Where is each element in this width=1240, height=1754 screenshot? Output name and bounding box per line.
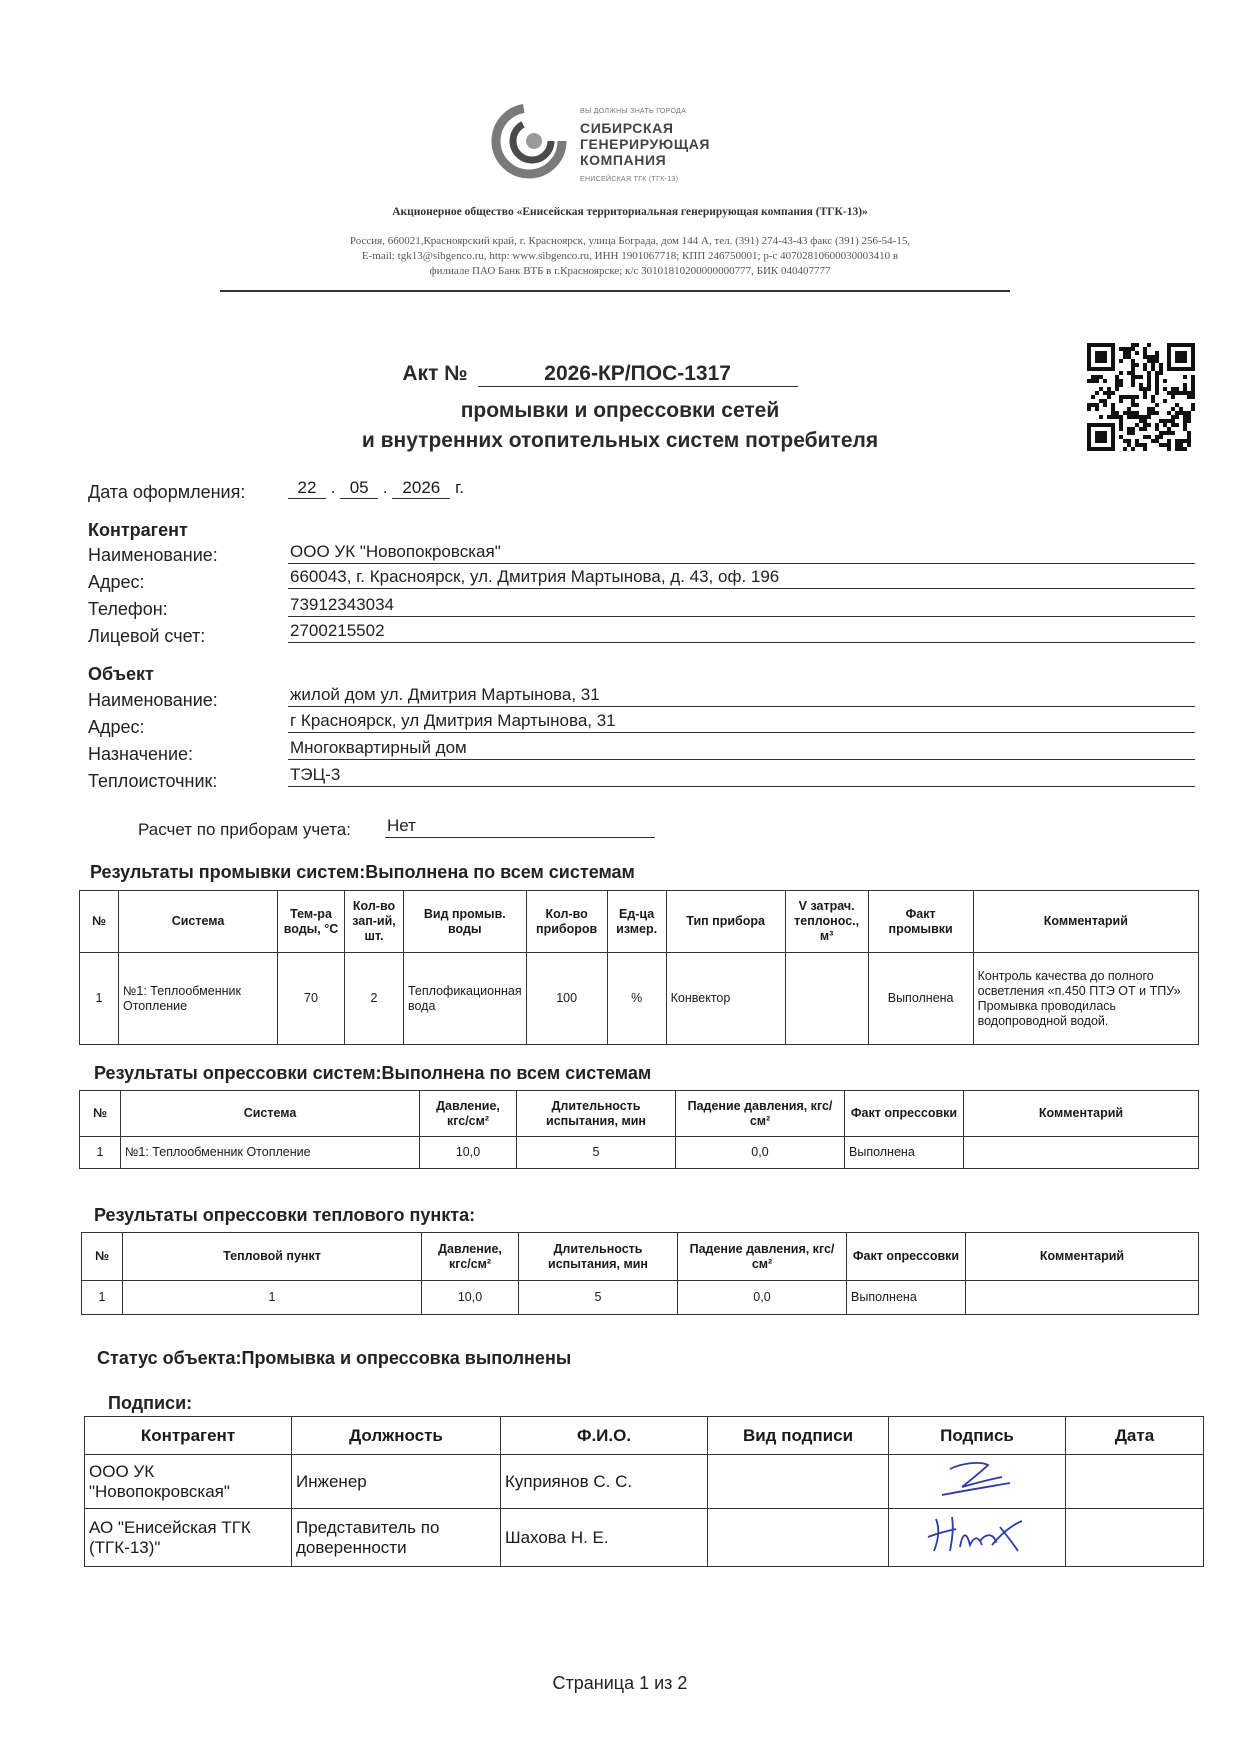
object-section-title: Объект (88, 664, 154, 684)
flush-col-water-type: Вид промыв. воды (404, 891, 527, 953)
handwritten-signature-2 (922, 1511, 1032, 1559)
object-address: г Красноярск, ул Дмитрия Мартынова, 31 (288, 710, 1195, 733)
heat-point-col-no: № (82, 1233, 123, 1281)
contractor-phone: 73912343034 (288, 594, 1195, 617)
act-subtitle (230, 396, 1010, 456)
table-cell: ООО УК "Новопокровская" (85, 1455, 292, 1509)
heat-point-col-drop: Падение давления, кгс/см² (678, 1233, 847, 1281)
table-cell: Куприянов С. С. (501, 1455, 708, 1509)
flush-col-volume: V затрач. теплонос., м³ (785, 891, 868, 953)
table-cell: АО "Енисейская ТГК (ТГК-13)" (85, 1509, 292, 1567)
table-cell (708, 1509, 889, 1567)
table-cell: 70 (278, 953, 345, 1045)
flush-col-temp: Тем-ра воды, °С (278, 891, 345, 953)
heat-point-col-pressure: Давление, кгс/см² (422, 1233, 519, 1281)
object-name: жилой дом ул. Дмитрия Мартынова, 31 (288, 684, 1195, 707)
object-purpose: Многоквартирный дом (288, 737, 1195, 760)
table-cell: 2 (345, 953, 404, 1045)
contractor-name-label: Наименование: (88, 545, 218, 565)
flush-col-fills: Кол-во зап-ий, шт. (345, 891, 404, 953)
pressure-results-caption: Результаты опрессовки систем:Выполнена по всем системам (94, 1063, 652, 1083)
act-label: Акт № (402, 362, 468, 385)
issue-date: 22 . 05 . 2026 г. (288, 478, 464, 499)
table-cell: Представитель по доверенности (292, 1509, 501, 1567)
requisites-line-1: Россия, 660021,Красноярский край, г. Красноярск, улица Бограда, дом 144 А, тел. (391) 274-43-43 факс (391) 256-54-15, (349, 235, 911, 247)
contractor-account-label: Лицевой счет: (88, 626, 206, 646)
object-address-label: Адрес: (88, 717, 145, 737)
table-row (82, 1281, 1199, 1315)
table-cell: % (607, 953, 666, 1045)
sig-col-contractor: Контрагент (85, 1417, 292, 1455)
sig-col-signature: Подпись (889, 1417, 1066, 1455)
heat-point-col-comment: Комментарий (966, 1233, 1199, 1281)
date-label: Дата оформления: (88, 482, 246, 502)
signatures-caption: Подписи: (108, 1393, 193, 1413)
flush-results-caption: Результаты промывки систем:Выполнена по всем системам (90, 862, 635, 882)
act-number: 2026-КР/ПОС-1317 (478, 362, 798, 387)
contractor-section-title: Контрагент (88, 520, 188, 540)
logo-tagline: ВЫ ДОЛЖНЫ ЗНАТЬ ГОРОДА (580, 108, 687, 115)
table-cell (966, 1281, 1199, 1315)
company-full-name: Акционерное общество «Енисейская территориальная генерирующая компания (ТГК-13)» (392, 206, 868, 218)
logo-name-2: ГЕНЕРИРУЮЩАЯ (580, 136, 711, 152)
pressure-col-fact: Факт опрессовки (845, 1091, 964, 1137)
table-cell: Выполнена (847, 1281, 966, 1315)
metering-value: Нет (385, 815, 655, 838)
table-cell: Контроль качества до полного осветления «п.450 ПТЭ ОТ и ТПУ» Промывка проводилась водопроводной водой. (973, 953, 1198, 1045)
object-purpose-label: Назначение: (88, 744, 194, 764)
act-subtitle-line-1: промывки и опрессовки сетей (460, 399, 780, 422)
table-row (85, 1455, 1204, 1509)
contractor-account: 2700215502 (288, 620, 1195, 643)
table-cell: 5 (517, 1137, 676, 1169)
flush-col-unit: Ед-ца измер. (607, 891, 666, 953)
table-cell (785, 953, 868, 1045)
contractor-phone-label: Телефон: (88, 599, 168, 619)
table-cell: Конвектор (666, 953, 785, 1045)
table-cell: Выполнена (845, 1137, 964, 1169)
table-row (80, 953, 1199, 1045)
logo-name-1: СИБИРСКАЯ (580, 120, 674, 136)
qr-code-icon (1087, 343, 1195, 451)
requisites-line-3: филиале ПАО Банк ВТБ в г.Красноярске; к/с 30101810200000000777, БИК 040407777 (429, 265, 831, 277)
table-cell (1066, 1509, 1204, 1567)
company-requisites (210, 234, 1050, 279)
flush-col-comment: Комментарий (973, 891, 1198, 953)
table-cell: 0,0 (676, 1137, 845, 1169)
heat-point-col-point: Тепловой пункт (123, 1233, 422, 1281)
handwritten-signature-1 (932, 1457, 1022, 1501)
table-cell: Инженер (292, 1455, 501, 1509)
sig-col-position: Должность (292, 1417, 501, 1455)
date-suffix: г. (455, 478, 464, 497)
contractor-address: 660043, г. Красноярск, ул. Дмитрия Мартынова, д. 43, оф. 196 (288, 566, 1195, 589)
table-cell: №1: Теплообменник Отопление (121, 1137, 420, 1169)
table-cell: 1 (80, 953, 119, 1045)
requisites-line-2: E-mail: tgk13@sibgenco.ru, http: www.sibgenco.ru, ИНН 1901067718; КПП 246750001; р-с 40702810600030003410 в (361, 250, 899, 262)
flush-results-table (79, 890, 1199, 1045)
pressure-col-duration: Длительность испытания, мин (517, 1091, 676, 1137)
table-row (85, 1509, 1204, 1567)
table-cell (708, 1455, 889, 1509)
heat-point-results-caption: Результаты опрессовки теплового пункта: (94, 1205, 476, 1225)
logo-subtitle: ЕНИСЕЙСКАЯ ТГК (ТГК-13) (580, 176, 679, 183)
table-cell: Выполнена (868, 953, 973, 1045)
pressure-col-no: № (80, 1091, 121, 1137)
object-status: Статус объекта:Промывка и опрессовка выполнены (97, 1348, 572, 1368)
pressure-col-pressure: Давление, кгс/см² (420, 1091, 517, 1137)
table-cell: 5 (519, 1281, 678, 1315)
act-title (320, 362, 880, 387)
header-divider (220, 290, 1010, 292)
table-cell: 1 (82, 1281, 123, 1315)
flush-col-devices: Кол-во приборов (526, 891, 607, 953)
date-day: 22 (288, 478, 326, 499)
company-logo (488, 100, 748, 190)
table-cell: 10,0 (422, 1281, 519, 1315)
table-cell: №1: Теплообменник Отопление (119, 953, 278, 1045)
contractor-address-label: Адрес: (88, 572, 145, 592)
logo-emblem-icon (488, 100, 570, 182)
pressure-col-comment: Комментарий (964, 1091, 1199, 1137)
table-cell: 0,0 (678, 1281, 847, 1315)
object-name-label: Наименование: (88, 690, 218, 710)
contractor-name: ООО УК "Новопокровская" (288, 541, 1195, 564)
table-row (80, 1137, 1199, 1169)
flush-col-system: Система (119, 891, 278, 953)
flush-col-fact: Факт промывки (868, 891, 973, 953)
table-cell (1066, 1455, 1204, 1509)
heat-point-col-fact: Факт опрессовки (847, 1233, 966, 1281)
table-cell: 1 (123, 1281, 422, 1315)
heat-point-results-table (81, 1232, 1199, 1315)
object-source-label: Теплоисточник: (88, 771, 218, 791)
pressure-results-table (79, 1090, 1199, 1169)
pressure-col-system: Система (121, 1091, 420, 1137)
table-cell: Шахова Н. Е. (501, 1509, 708, 1567)
date-year: 2026 (392, 478, 450, 499)
act-subtitle-line-2: и внутренних отопительных систем потребителя (361, 429, 879, 452)
table-cell (964, 1137, 1199, 1169)
table-cell: 100 (526, 953, 607, 1045)
sig-col-date: Дата (1066, 1417, 1204, 1455)
page-number: Страница 1 из 2 (552, 1673, 688, 1693)
flush-col-no: № (80, 891, 119, 953)
flush-col-device-type: Тип прибора (666, 891, 785, 953)
signature-cell (889, 1455, 1066, 1509)
sig-col-name: Ф.И.О. (501, 1417, 708, 1455)
metering-label: Расчет по приборам учета: (138, 820, 351, 839)
signature-cell (889, 1509, 1066, 1567)
date-month: 05 (340, 478, 378, 499)
object-heat-source: ТЭЦ-3 (288, 764, 1195, 787)
pressure-col-drop: Падение давления, кгс/см² (676, 1091, 845, 1137)
sig-col-sign-type: Вид подписи (708, 1417, 889, 1455)
table-cell: 1 (80, 1137, 121, 1169)
signatures-table (84, 1416, 1204, 1567)
table-cell: 10,0 (420, 1137, 517, 1169)
heat-point-col-duration: Длительность испытания, мин (519, 1233, 678, 1281)
logo-name-3: КОМПАНИЯ (580, 152, 667, 168)
table-cell: Теплофикационная вода (404, 953, 527, 1045)
